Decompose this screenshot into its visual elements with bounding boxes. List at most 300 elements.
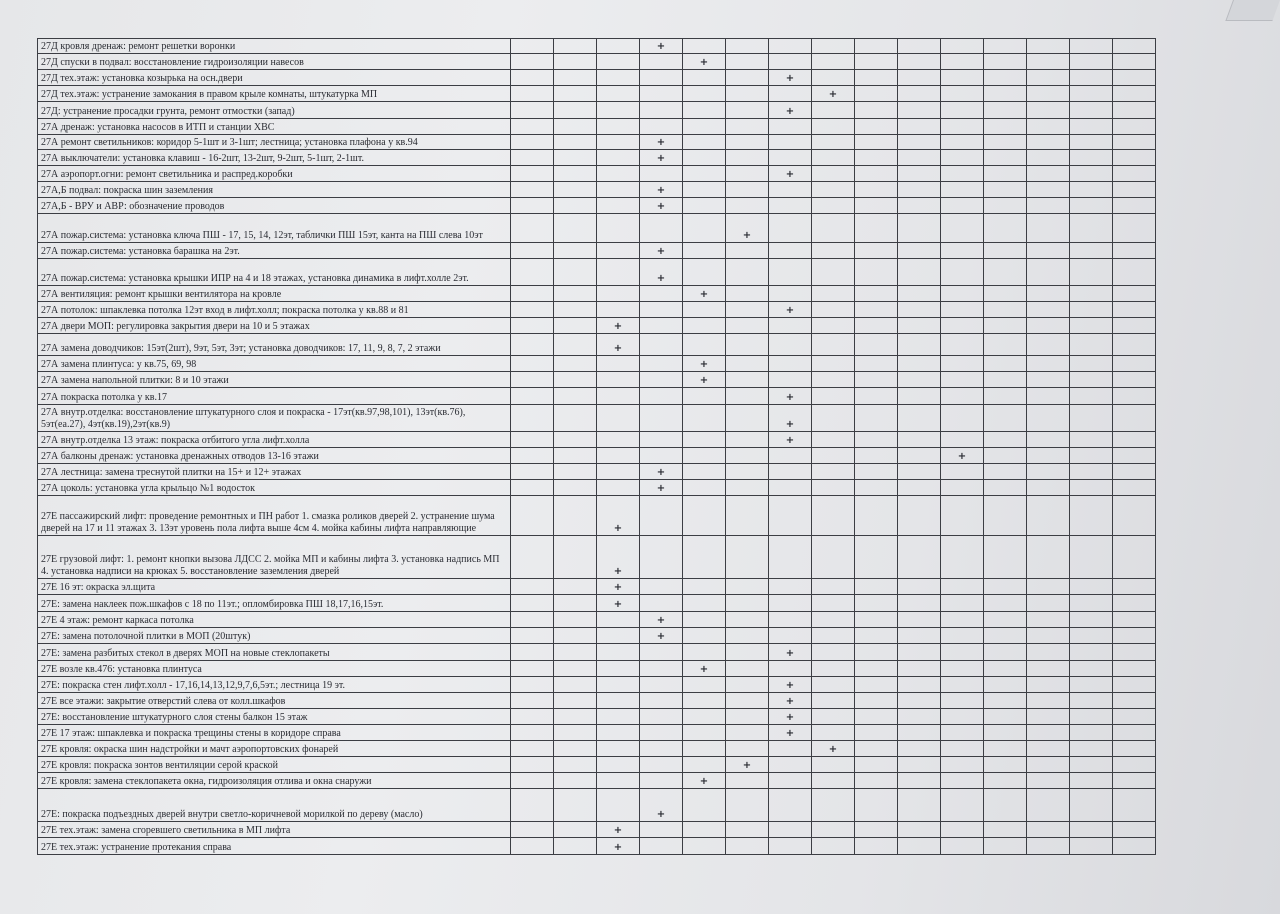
mark-cell <box>855 579 898 595</box>
mark-cell <box>941 822 984 838</box>
plus-mark: + <box>656 483 666 494</box>
mark-cell <box>597 166 640 182</box>
mark-cell <box>726 709 769 725</box>
mark-cell <box>511 259 554 286</box>
mark-cell <box>1070 838 1113 855</box>
mark-cell <box>769 302 812 318</box>
mark-cell <box>855 432 898 448</box>
mark-cell <box>984 70 1027 86</box>
table-row <box>38 693 1156 709</box>
mark-cell <box>769 838 812 855</box>
mark-cell <box>511 579 554 595</box>
mark-cell <box>1070 536 1113 579</box>
mark-cell <box>597 388 640 405</box>
mark-cell <box>640 773 683 789</box>
task-text: 27Е 17 этаж: шпаклевка и покраска трещины стены в коридоре справа <box>41 728 341 739</box>
mark-cell <box>1070 496 1113 536</box>
plus-mark: + <box>785 728 795 739</box>
mark-cell <box>941 757 984 773</box>
table-row <box>38 214 1156 243</box>
mark-cell <box>1070 356 1113 372</box>
plus-mark: + <box>656 467 666 478</box>
mark-cell <box>597 102 640 119</box>
mark-cell <box>984 54 1027 70</box>
mark-cell <box>1027 334 1070 356</box>
mark-cell <box>1070 135 1113 150</box>
mark-cell <box>683 372 726 388</box>
task-description <box>38 334 511 356</box>
mark-cell <box>941 318 984 334</box>
mark-cell <box>812 677 855 693</box>
mark-cell <box>597 243 640 259</box>
mark-cell <box>812 789 855 822</box>
mark-cell <box>855 464 898 480</box>
task-text: 27А внутр.отделка: восстановление штукатурного слоя и покраска - 17эт(кв.97,98,101), 13эт(кв.76), 5эт(еа.27), 4эт(кв.19),2эт(кв.9) <box>41 407 466 430</box>
mark-cell <box>984 595 1027 612</box>
mark-cell <box>597 372 640 388</box>
plus-mark: + <box>699 664 709 675</box>
mark-cell <box>683 388 726 405</box>
mark-cell <box>726 214 769 243</box>
mark-cell <box>1113 119 1156 135</box>
plus-mark: + <box>785 435 795 446</box>
mark-cell <box>640 39 683 54</box>
mark-cell <box>597 496 640 536</box>
mark-cell <box>898 166 941 182</box>
mark-cell <box>984 198 1027 214</box>
plus-mark: + <box>699 359 709 370</box>
mark-cell <box>855 773 898 789</box>
task-description <box>38 838 511 855</box>
mark-cell <box>511 464 554 480</box>
mark-cell <box>683 334 726 356</box>
mark-cell <box>1113 356 1156 372</box>
mark-cell <box>1070 86 1113 102</box>
mark-cell <box>640 725 683 741</box>
mark-cell <box>898 725 941 741</box>
mark-cell <box>898 628 941 644</box>
mark-cell <box>769 464 812 480</box>
mark-cell <box>855 480 898 496</box>
mark-cell <box>511 388 554 405</box>
mark-cell <box>1113 372 1156 388</box>
mark-cell <box>1113 70 1156 86</box>
mark-cell <box>597 741 640 757</box>
mark-cell <box>1070 432 1113 448</box>
mark-cell <box>511 356 554 372</box>
mark-cell <box>812 388 855 405</box>
mark-cell <box>1113 259 1156 286</box>
mark-cell <box>1027 372 1070 388</box>
task-description <box>38 480 511 496</box>
mark-cell <box>1113 334 1156 356</box>
task-text: 27А двери МОП: регулировка закрытия двери на 10 и 5 этажах <box>41 321 310 332</box>
mark-cell <box>683 496 726 536</box>
mark-cell <box>683 741 726 757</box>
mark-cell <box>1027 198 1070 214</box>
mark-cell <box>855 243 898 259</box>
mark-cell <box>597 677 640 693</box>
mark-cell <box>597 432 640 448</box>
mark-cell <box>640 356 683 372</box>
mark-cell <box>726 372 769 388</box>
mark-cell <box>1113 838 1156 855</box>
task-description <box>38 150 511 166</box>
mark-cell <box>812 595 855 612</box>
mark-cell <box>769 182 812 198</box>
mark-cell <box>511 693 554 709</box>
mark-cell <box>1070 372 1113 388</box>
plus-mark: + <box>656 201 666 212</box>
mark-cell <box>941 838 984 855</box>
mark-cell <box>511 182 554 198</box>
mark-cell <box>597 135 640 150</box>
plus-mark: + <box>828 89 838 100</box>
mark-cell <box>597 334 640 356</box>
mark-cell <box>1113 318 1156 334</box>
task-text: 27Д кровля дренаж: ремонт решетки воронки <box>41 41 236 52</box>
mark-cell <box>1070 214 1113 243</box>
mark-cell <box>812 54 855 70</box>
plus-mark: + <box>785 169 795 180</box>
mark-cell <box>640 86 683 102</box>
mark-cell <box>941 182 984 198</box>
table-row <box>38 464 1156 480</box>
mark-cell <box>769 725 812 741</box>
mark-cell <box>855 135 898 150</box>
mark-cell <box>941 214 984 243</box>
task-description <box>38 356 511 372</box>
mark-cell <box>855 214 898 243</box>
mark-cell <box>1027 693 1070 709</box>
table-row <box>38 677 1156 693</box>
plus-mark: + <box>613 825 623 836</box>
mark-cell <box>1113 709 1156 725</box>
task-description <box>38 448 511 464</box>
mark-cell <box>898 86 941 102</box>
mark-cell <box>898 243 941 259</box>
mark-cell <box>1113 286 1156 302</box>
mark-cell <box>554 480 597 496</box>
mark-cell <box>511 150 554 166</box>
mark-cell <box>511 757 554 773</box>
mark-cell <box>812 536 855 579</box>
mark-cell <box>898 536 941 579</box>
mark-cell <box>511 334 554 356</box>
table-row <box>38 318 1156 334</box>
mark-cell <box>769 405 812 432</box>
mark-cell <box>597 628 640 644</box>
mark-cell <box>941 496 984 536</box>
mark-cell <box>898 259 941 286</box>
plus-mark: + <box>656 246 666 257</box>
mark-cell <box>898 135 941 150</box>
mark-cell <box>597 595 640 612</box>
plus-mark: + <box>785 696 795 707</box>
mark-cell <box>683 259 726 286</box>
mark-cell <box>726 302 769 318</box>
mark-cell <box>554 822 597 838</box>
mark-cell <box>640 102 683 119</box>
mark-cell <box>597 838 640 855</box>
mark-cell <box>1070 388 1113 405</box>
mark-cell <box>941 536 984 579</box>
mark-cell <box>683 725 726 741</box>
mark-cell <box>941 166 984 182</box>
mark-cell <box>554 356 597 372</box>
mark-cell <box>769 119 812 135</box>
mark-cell <box>683 432 726 448</box>
table-row <box>38 789 1156 822</box>
mark-cell <box>812 286 855 302</box>
table-row <box>38 496 1156 536</box>
mark-cell <box>1027 70 1070 86</box>
task-text: 27Д тех.этаж: устранение замокания в правом крыле комнаты, штукатурка МП <box>41 89 378 100</box>
mark-cell <box>769 480 812 496</box>
table-row <box>38 182 1156 198</box>
mark-cell <box>812 150 855 166</box>
mark-cell <box>597 198 640 214</box>
mark-cell <box>511 536 554 579</box>
mark-cell <box>898 677 941 693</box>
mark-cell <box>1027 661 1070 677</box>
mark-cell <box>554 709 597 725</box>
mark-cell <box>855 448 898 464</box>
task-description <box>38 86 511 102</box>
mark-cell <box>898 448 941 464</box>
plus-mark: + <box>656 153 666 164</box>
mark-cell <box>769 150 812 166</box>
mark-cell <box>511 773 554 789</box>
task-text: 27А вентиляция: ремонт крышки вентилятора на кровле <box>41 289 282 300</box>
mark-cell <box>1027 628 1070 644</box>
task-description <box>38 243 511 259</box>
mark-cell <box>941 480 984 496</box>
mark-cell <box>984 214 1027 243</box>
mark-cell <box>1113 302 1156 318</box>
mark-cell <box>511 243 554 259</box>
mark-cell <box>1070 54 1113 70</box>
mark-cell <box>1113 448 1156 464</box>
plus-mark: + <box>656 273 666 284</box>
mark-cell <box>1113 789 1156 822</box>
mark-cell <box>511 214 554 243</box>
task-description <box>38 661 511 677</box>
mark-cell <box>898 372 941 388</box>
mark-cell <box>554 243 597 259</box>
mark-cell <box>855 725 898 741</box>
mark-cell <box>597 286 640 302</box>
mark-cell <box>511 102 554 119</box>
mark-cell <box>683 709 726 725</box>
mark-cell <box>726 388 769 405</box>
table-row <box>38 259 1156 286</box>
mark-cell <box>726 789 769 822</box>
mark-cell <box>554 214 597 243</box>
mark-cell <box>898 773 941 789</box>
mark-cell <box>1113 822 1156 838</box>
mark-cell <box>984 496 1027 536</box>
mark-cell <box>898 644 941 661</box>
mark-cell <box>1113 182 1156 198</box>
mark-cell <box>984 709 1027 725</box>
mark-cell <box>898 356 941 372</box>
mark-cell <box>984 334 1027 356</box>
mark-cell <box>1027 595 1070 612</box>
mark-cell <box>984 612 1027 628</box>
mark-cell <box>984 789 1027 822</box>
task-description <box>38 214 511 243</box>
mark-cell <box>1070 480 1113 496</box>
mark-cell <box>898 741 941 757</box>
mark-cell <box>683 822 726 838</box>
plus-mark: + <box>613 343 623 354</box>
mark-cell <box>640 579 683 595</box>
mark-cell <box>941 86 984 102</box>
mark-cell <box>726 54 769 70</box>
table-row <box>38 54 1156 70</box>
mark-cell <box>683 214 726 243</box>
plus-mark: + <box>699 289 709 300</box>
mark-cell <box>597 693 640 709</box>
mark-cell <box>511 405 554 432</box>
mark-cell <box>1070 70 1113 86</box>
plus-mark: + <box>656 631 666 642</box>
mark-cell <box>984 318 1027 334</box>
mark-cell <box>769 356 812 372</box>
mark-cell <box>1027 119 1070 135</box>
mark-cell <box>855 198 898 214</box>
mark-cell <box>640 661 683 677</box>
mark-cell <box>726 182 769 198</box>
mark-cell <box>941 661 984 677</box>
plus-mark: + <box>957 451 967 462</box>
mark-cell <box>812 496 855 536</box>
mark-cell <box>1070 757 1113 773</box>
mark-cell <box>726 741 769 757</box>
mark-cell <box>941 709 984 725</box>
table-row <box>38 356 1156 372</box>
mark-cell <box>855 838 898 855</box>
mark-cell <box>1070 661 1113 677</box>
mark-cell <box>640 318 683 334</box>
mark-cell <box>984 259 1027 286</box>
mark-cell <box>683 464 726 480</box>
mark-cell <box>769 709 812 725</box>
mark-cell <box>726 595 769 612</box>
mark-cell <box>812 661 855 677</box>
task-description <box>38 54 511 70</box>
mark-cell <box>898 214 941 243</box>
mark-cell <box>812 773 855 789</box>
mark-cell <box>898 757 941 773</box>
mark-cell <box>640 334 683 356</box>
mark-cell <box>640 838 683 855</box>
mark-cell <box>683 135 726 150</box>
mark-cell <box>1070 166 1113 182</box>
task-description <box>38 388 511 405</box>
mark-cell <box>1113 243 1156 259</box>
mark-cell <box>1027 579 1070 595</box>
mark-cell <box>898 54 941 70</box>
mark-cell <box>511 302 554 318</box>
mark-cell <box>1027 757 1070 773</box>
table-row <box>38 119 1156 135</box>
mark-cell <box>1070 286 1113 302</box>
mark-cell <box>1027 259 1070 286</box>
mark-cell <box>554 259 597 286</box>
mark-cell <box>812 757 855 773</box>
mark-cell <box>769 372 812 388</box>
mark-cell <box>597 757 640 773</box>
mark-cell <box>683 693 726 709</box>
mark-cell <box>855 334 898 356</box>
mark-cell <box>769 595 812 612</box>
task-description <box>38 757 511 773</box>
mark-cell <box>855 166 898 182</box>
mark-cell <box>683 644 726 661</box>
mark-cell <box>726 135 769 150</box>
mark-cell <box>812 612 855 628</box>
mark-cell <box>511 644 554 661</box>
mark-cell <box>769 644 812 661</box>
mark-cell <box>511 612 554 628</box>
mark-cell <box>984 86 1027 102</box>
mark-cell <box>554 86 597 102</box>
mark-cell <box>1070 243 1113 259</box>
mark-cell <box>941 243 984 259</box>
mark-cell <box>726 536 769 579</box>
plus-mark: + <box>613 566 623 577</box>
mark-cell <box>683 536 726 579</box>
mark-cell <box>1070 644 1113 661</box>
mark-cell <box>1027 356 1070 372</box>
mark-cell <box>640 628 683 644</box>
mark-cell <box>726 166 769 182</box>
mark-cell <box>511 595 554 612</box>
task-text: 27Д: устранение просадки грунта, ремонт отмостки (запад) <box>41 106 295 117</box>
mark-cell <box>1070 318 1113 334</box>
mark-cell <box>984 182 1027 198</box>
mark-cell <box>554 725 597 741</box>
work-log-table <box>37 38 1156 855</box>
task-description <box>38 789 511 822</box>
mark-cell <box>683 789 726 822</box>
plus-mark: + <box>613 321 623 332</box>
mark-cell <box>984 448 1027 464</box>
mark-cell <box>554 579 597 595</box>
mark-cell <box>597 480 640 496</box>
mark-cell <box>554 54 597 70</box>
mark-cell <box>812 119 855 135</box>
mark-cell <box>597 822 640 838</box>
mark-cell <box>812 318 855 334</box>
mark-cell <box>640 822 683 838</box>
mark-cell <box>1070 39 1113 54</box>
mark-cell <box>1070 709 1113 725</box>
task-text: 27А цоколь: установка угла крыльцо №1 водосток <box>41 483 255 494</box>
mark-cell <box>1070 741 1113 757</box>
mark-cell <box>855 628 898 644</box>
mark-cell <box>597 86 640 102</box>
table-row <box>38 822 1156 838</box>
mark-cell <box>726 405 769 432</box>
mark-cell <box>726 757 769 773</box>
task-description <box>38 432 511 448</box>
mark-cell <box>1027 838 1070 855</box>
mark-cell <box>1113 536 1156 579</box>
mark-cell <box>1113 54 1156 70</box>
